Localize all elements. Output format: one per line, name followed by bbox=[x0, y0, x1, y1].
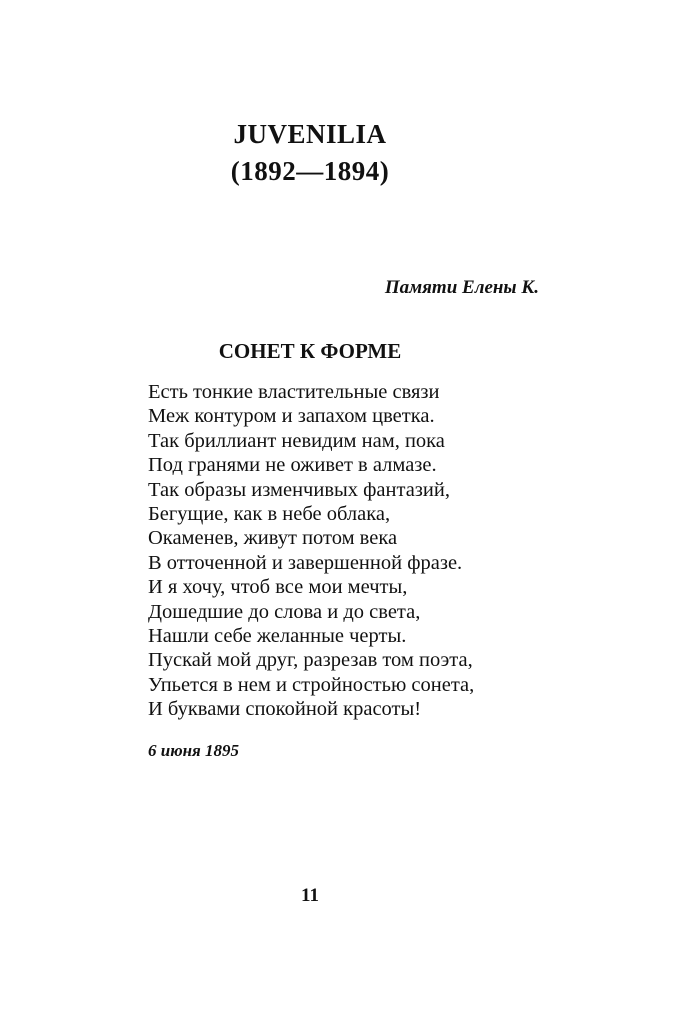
section-years: (1892—1894) bbox=[230, 156, 390, 186]
poem-line: Под гранями не оживет в алмазе. bbox=[148, 454, 437, 477]
poem-line: Так образы изменчивых фантазий, bbox=[148, 478, 450, 501]
poem-line: Есть тонкие властительные связи bbox=[148, 381, 440, 403]
section-title: JUVENILIA bbox=[233, 119, 387, 149]
poem-line: И я хочу, чтоб все мои мечты, bbox=[148, 576, 408, 599]
poem-line: Упьется в нем и стройностью сонета, bbox=[148, 673, 475, 696]
poem-line: Дошедшие до слова и до света, bbox=[148, 600, 421, 623]
poem-line: Окаменев, живут потом века bbox=[148, 527, 398, 550]
poem-title: СОНЕТ К ФОРМЕ bbox=[218, 339, 402, 363]
poem-line: Нашли себе желанные черты. bbox=[148, 625, 407, 648]
poem-line: Бегущие, как в небе облака, bbox=[148, 503, 391, 526]
poem-line: Так бриллиант невидим нам, пока bbox=[148, 429, 445, 452]
poem-date: 6 июня 1895 bbox=[148, 741, 240, 760]
poem-line: Пускай мой друг, разрезав том поэта, bbox=[148, 649, 473, 672]
poem-line: И буквами спокойной красоты! bbox=[148, 698, 422, 721]
poem-body bbox=[148, 380, 474, 722]
poem-line: В отточенной и завершенной фразе. bbox=[148, 551, 463, 574]
section-heading bbox=[0, 116, 620, 190]
poem-line: Меж контуром и запахом цветка. bbox=[148, 405, 435, 428]
dedication: Памяти Елены К. bbox=[384, 277, 539, 298]
page-number: 11 bbox=[301, 885, 319, 906]
